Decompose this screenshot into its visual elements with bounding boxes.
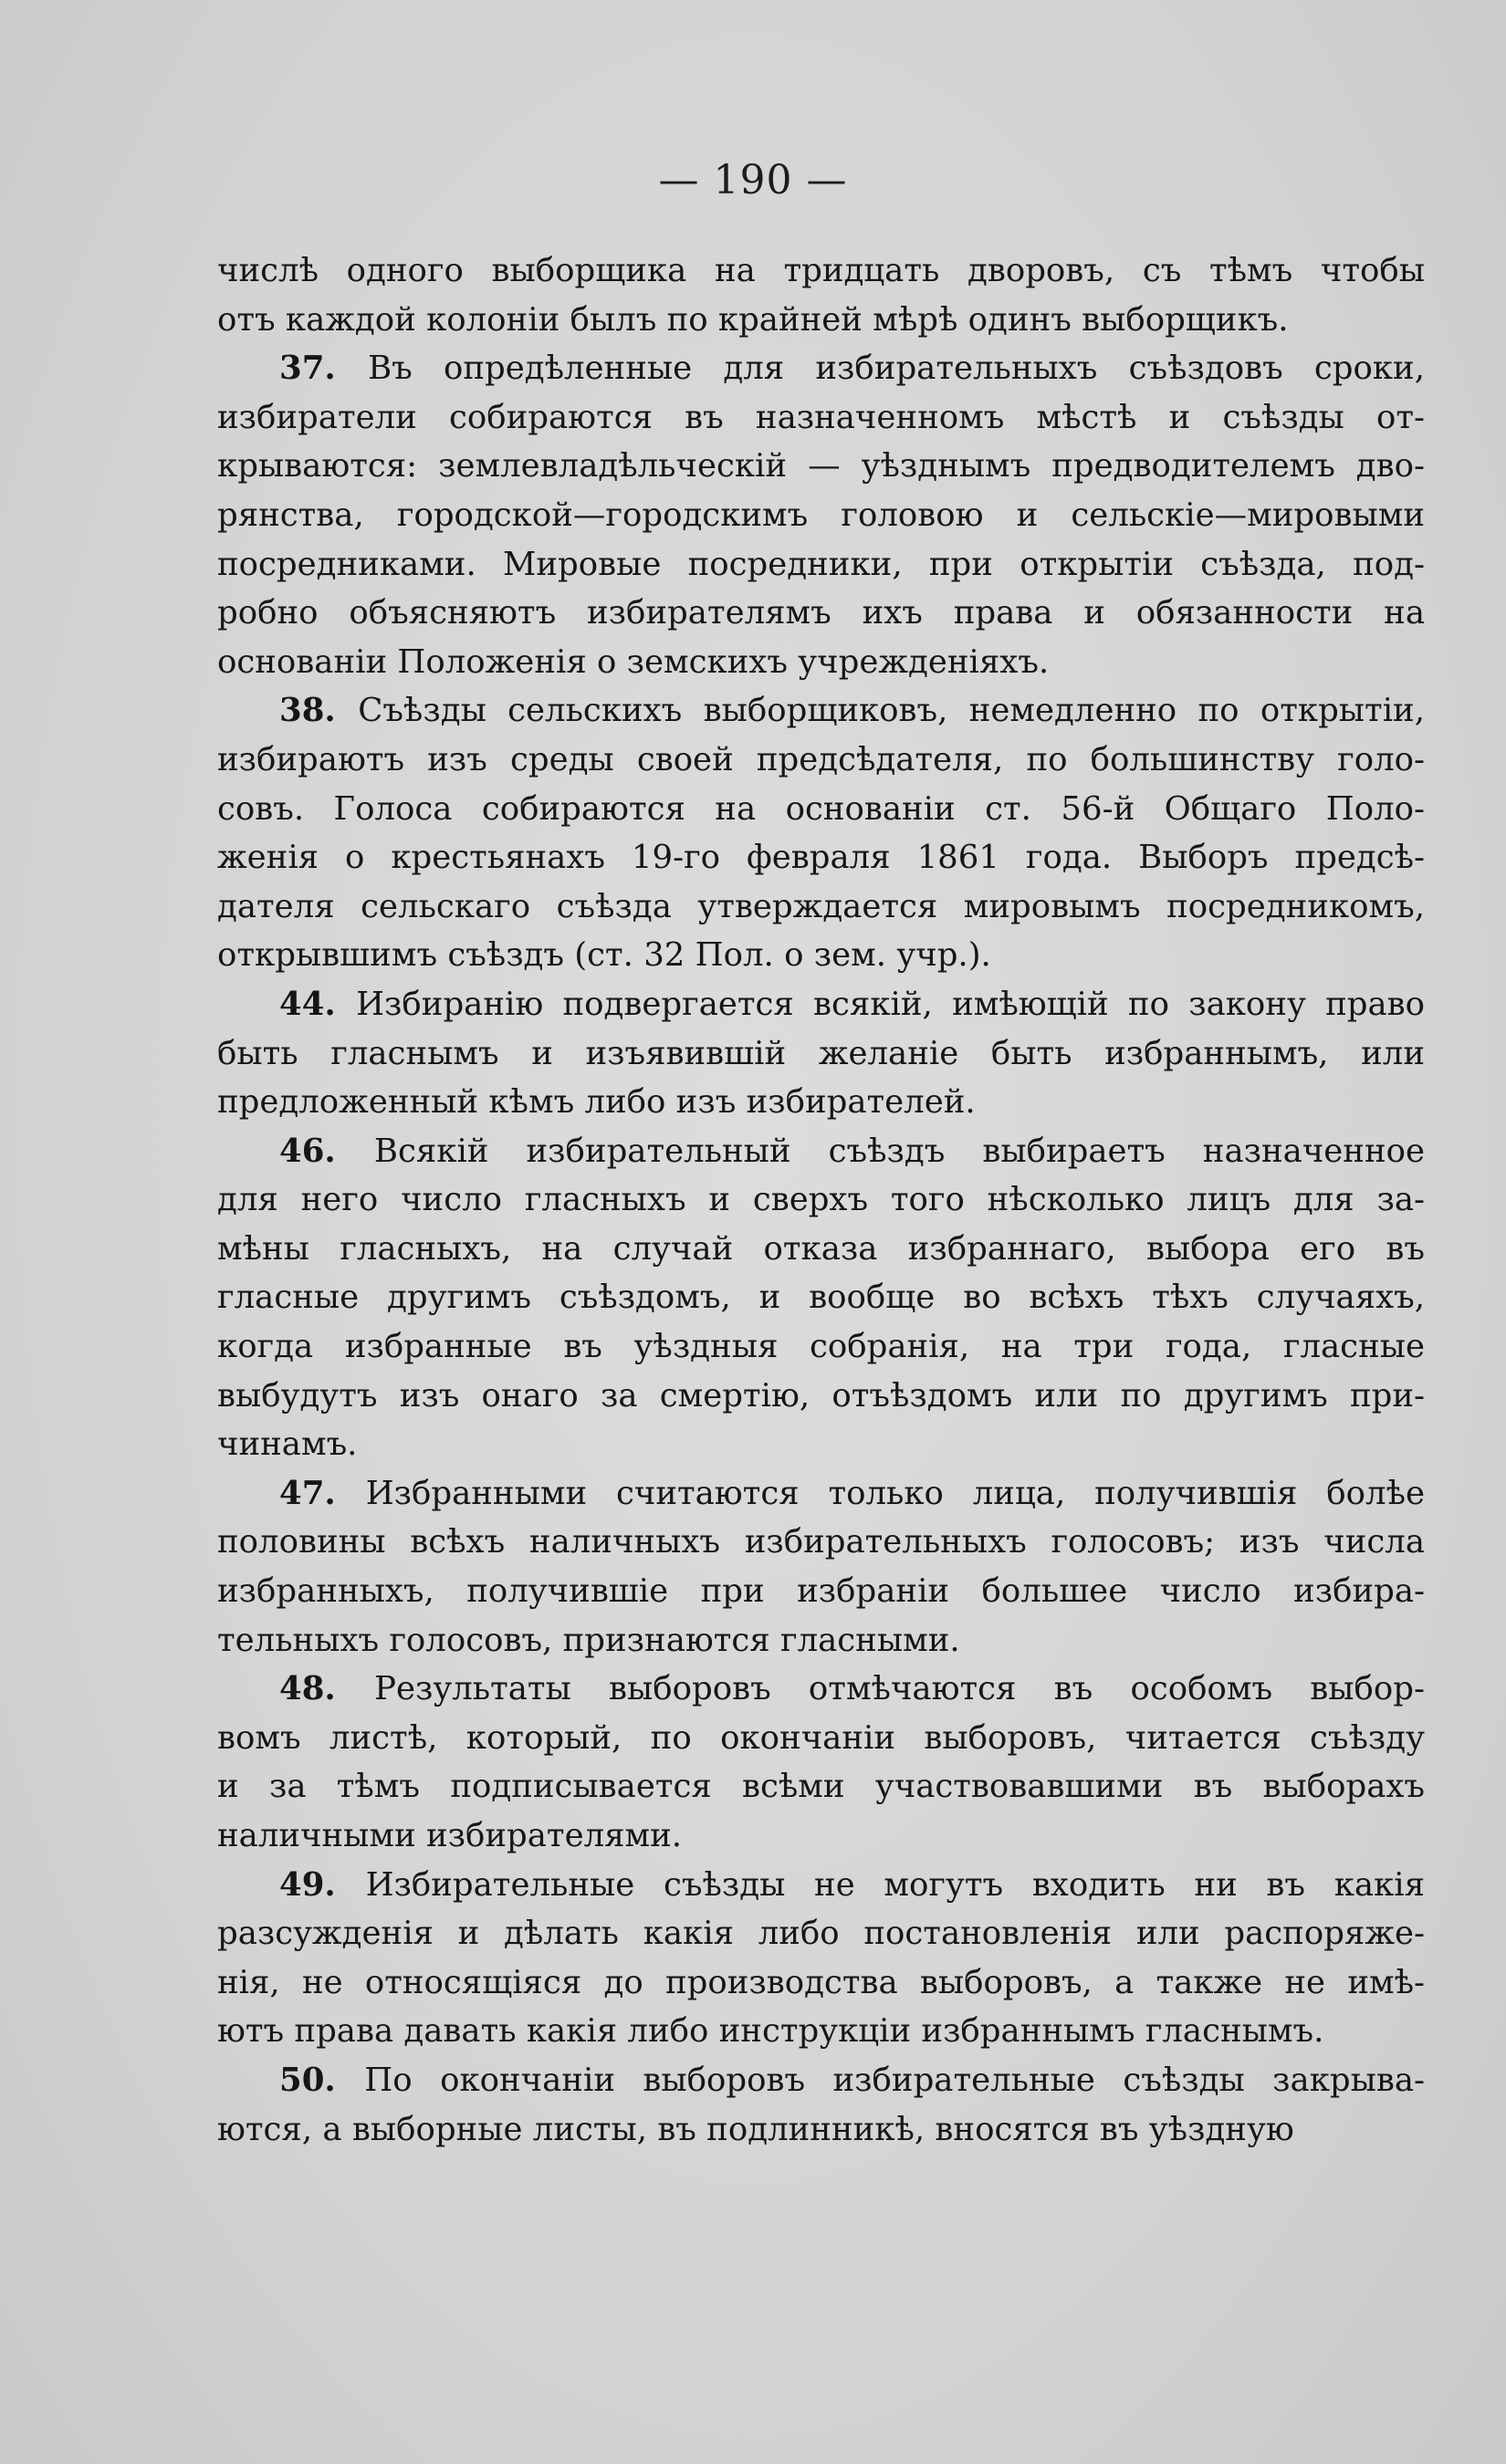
line-text: выбудутъ изъ онаго за смертію, отъѣздомъ или по другимъ при- — [217, 1376, 1425, 1415]
text-line — [217, 686, 1425, 736]
text-line — [217, 785, 1425, 834]
article-number: 46. — [279, 1132, 374, 1170]
line-text: крываются: землевладѣльческій — уѣзднымъ предводителемъ дво- — [217, 447, 1425, 485]
line-text: Избирательные съѣзды не могутъ входить ни въ какія — [365, 1865, 1426, 1904]
line-text: предложенный кѣмъ либо изъ избирателей. — [217, 1083, 976, 1122]
text-line — [217, 736, 1425, 785]
paragraph — [217, 344, 1425, 686]
text-line — [217, 1762, 1425, 1811]
text-line — [217, 246, 1425, 296]
text-line — [217, 1322, 1425, 1372]
text-line — [217, 491, 1425, 540]
text-line — [217, 442, 1425, 491]
text-line — [217, 1420, 1425, 1469]
page-number-header: — 190 — — [658, 157, 848, 204]
line-text: и за тѣмъ подписывается всѣми участвовавшими въ выборахъ — [217, 1768, 1425, 1806]
text-line — [217, 589, 1425, 638]
article-number: 44. — [279, 985, 357, 1023]
line-text: рянства, городской—городскимъ головою и сельскіе—мировыми — [217, 496, 1425, 534]
line-text: Избранными считаются только лица, получившія болѣе — [365, 1474, 1425, 1512]
article-number: 47. — [279, 1474, 366, 1512]
article-number: 50. — [279, 2061, 365, 2099]
text-line — [217, 1665, 1425, 1714]
line-text: отъ каждой колоніи былъ по крайней мѣрѣ одинъ выборщикъ. — [217, 300, 1289, 339]
text-line — [217, 1909, 1425, 1958]
text-line — [217, 882, 1425, 932]
line-text: гласные другимъ съѣздомъ, и вообще во всѣхъ тѣхъ случаяхъ, — [217, 1279, 1425, 1317]
text-line — [217, 1029, 1425, 1079]
line-text: избираютъ изъ среды своей предсѣдателя, по большинству голо- — [217, 740, 1425, 778]
line-text: для него число гласныхъ и сверхъ того нѣсколько лицъ для за- — [217, 1181, 1425, 1219]
line-text: По окончаніи выборовъ избирательные съѣзды закрыва- — [364, 2061, 1426, 2099]
text-line — [217, 1127, 1425, 1176]
article-number: 38. — [279, 692, 359, 730]
text-line — [217, 1175, 1425, 1225]
line-text: посредниками. Мировые посредники, при открытіи съѣзда, под- — [217, 545, 1425, 583]
text-line — [217, 1958, 1425, 2008]
text-line — [217, 1078, 1425, 1127]
text-line — [217, 638, 1425, 687]
line-text: открывшимъ съѣздъ (ст. 32 Пол. о зем. учр.). — [217, 936, 991, 975]
paragraph — [217, 980, 1425, 1127]
article-number: 49. — [279, 1865, 366, 1904]
line-text: когда избранные въ уѣздныя собранія, на три года, гласные — [217, 1328, 1425, 1366]
text-line — [217, 344, 1425, 393]
paragraph — [217, 1127, 1425, 1469]
text-line — [217, 1811, 1425, 1861]
article-number: 37. — [279, 350, 369, 388]
text-line — [217, 296, 1425, 345]
line-text: основаніи Положенія о земскихъ учрежденіяхъ. — [217, 642, 1050, 681]
text-line — [217, 980, 1425, 1029]
text-line — [217, 540, 1425, 590]
paragraph — [217, 1665, 1425, 1860]
text-line — [217, 1616, 1425, 1665]
body-text — [217, 246, 1425, 2154]
line-text: робно объясняютъ избирателямъ ихъ права и обязанности на — [217, 594, 1425, 632]
text-line — [217, 1567, 1425, 1616]
line-text: дателя сельскаго съѣзда утверждается мировымъ посредникомъ, — [217, 887, 1425, 925]
text-line — [217, 2007, 1425, 2056]
line-text: Результаты выборовъ отмѣчаются въ особомъ выбор- — [374, 1670, 1425, 1708]
text-line — [217, 2056, 1425, 2105]
line-text: избранныхъ, получившіе при избраніи большее число избира- — [217, 1572, 1425, 1611]
line-text: чинамъ. — [217, 1425, 358, 1464]
paragraph — [217, 246, 1425, 344]
text-line — [217, 1469, 1425, 1519]
line-text: числѣ одного выборщика на тридцать дворовъ, съ тѣмъ чтобы — [217, 252, 1425, 289]
line-text: совъ. Голоса собираются на основаніи ст. 56-й Общаго Поло- — [217, 789, 1425, 828]
article-number: 48. — [279, 1670, 375, 1708]
text-line — [217, 1714, 1425, 1763]
text-line — [217, 1372, 1425, 1421]
paragraph — [217, 1861, 1425, 2056]
text-line — [217, 931, 1425, 980]
text-line — [217, 1225, 1425, 1274]
text-line — [217, 1861, 1425, 1910]
paragraph — [217, 1469, 1425, 1665]
line-text: Всякій избирательный съѣздъ выбираетъ назначенное — [373, 1132, 1425, 1170]
line-text: половины всѣхъ наличныхъ избирательныхъ голосовъ; изъ числа — [217, 1523, 1425, 1561]
line-text: нія, не относящіяся до производства выборовъ, а также не имѣ- — [217, 1963, 1425, 2001]
text-line — [217, 833, 1425, 882]
line-text: Избиранію подвергается всякій, имѣющій по закону право — [356, 985, 1426, 1023]
line-text: ютъ права давать какія либо инструкціи избраннымъ гласнымъ. — [217, 2012, 1324, 2051]
paragraph — [217, 686, 1425, 980]
line-text: Въ опредѣленные для избирательныхъ съѣздовъ сроки, — [368, 350, 1425, 388]
line-text: быть гласнымъ и изъявившій желаніе быть избраннымъ, или — [217, 1034, 1425, 1072]
line-text: наличными избирателями. — [217, 1817, 683, 1854]
line-text: ются, а выборные листы, въ подлинникѣ, вносятся въ уѣздную — [217, 2110, 1294, 2148]
line-text: мѣны гласныхъ, на случай отказа избраннаго, выбора его въ — [217, 1229, 1425, 1268]
line-text: вомъ листѣ, который, по окончаніи выборовъ, читается съѣзду — [217, 1718, 1425, 1757]
line-text: Съѣзды сельскихъ выборщиковъ, немедленно по открытіи, — [358, 692, 1425, 730]
line-text: избиратели собираются въ назначенномъ мѣстѣ и съѣзды от- — [217, 398, 1425, 436]
line-text: разсужденія и дѣлать какія либо постановленія или распоряже- — [217, 1915, 1425, 1953]
text-line — [217, 393, 1425, 443]
paragraph — [217, 2056, 1425, 2154]
text-line — [217, 1273, 1425, 1322]
line-text: тельныхъ голосовъ, признаются гласными. — [217, 1621, 960, 1659]
text-line — [217, 2105, 1425, 2155]
text-line — [217, 1518, 1425, 1567]
line-text: женія о крестьянахъ 19-го февраля 1861 года. Выборъ предсѣ- — [217, 839, 1425, 877]
